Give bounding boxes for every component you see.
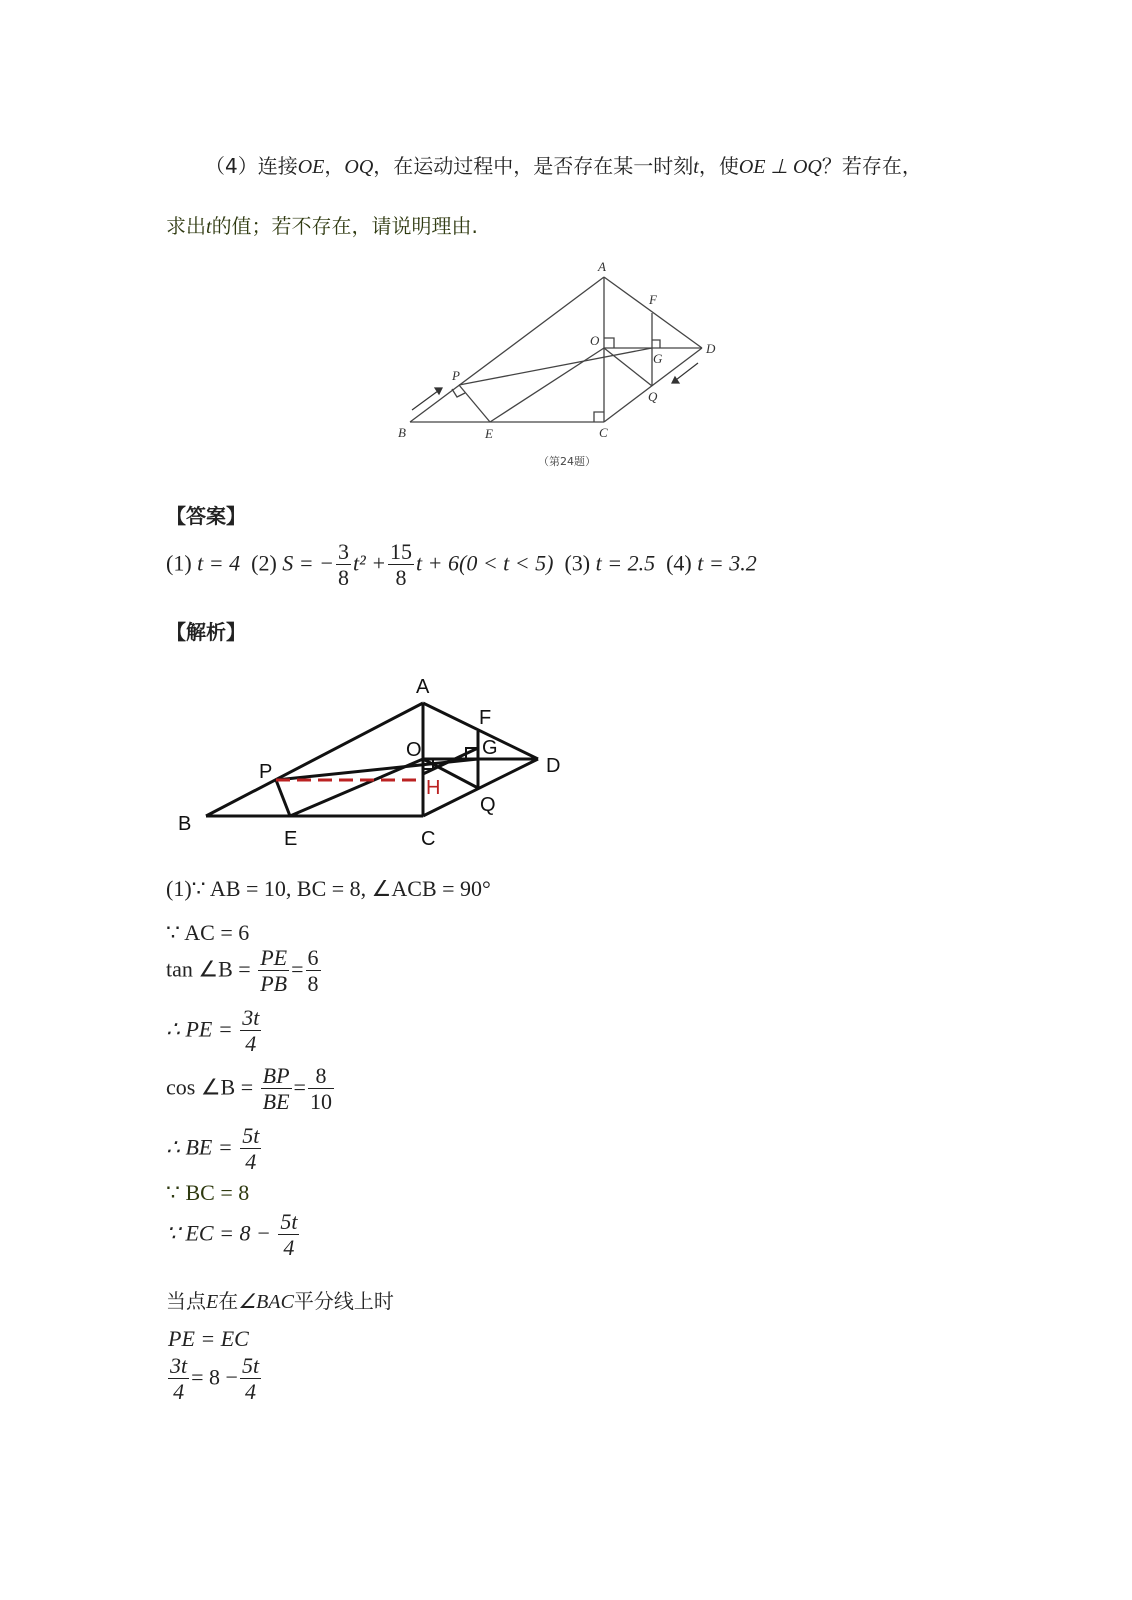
analysis-line-5: cos ∠B = $\frac{BP}{BE}$ = $\frac{8}{10}$ xyxy=(166,1063,332,1114)
fig2-label-q: Q xyxy=(480,794,496,816)
segment-oq: OQ xyxy=(344,156,374,178)
fig1-label-d: D xyxy=(706,341,716,356)
fig2-label-d: D xyxy=(546,755,561,777)
answer-3-value: t = 2.5 xyxy=(595,550,656,576)
fig2-label-p: P xyxy=(259,761,273,783)
answer-2-frac-2: $\frac{15}{8}$ xyxy=(390,539,413,590)
analysis-line-4: ∴ PE = $\frac{3t}{4}$ xyxy=(166,1005,260,1056)
answer-2-label: (2) xyxy=(251,550,277,576)
fig1-label-e: E xyxy=(485,426,493,441)
fig1-label-a: A xyxy=(598,259,606,274)
answer-4-value: t = 3.2 xyxy=(697,550,757,576)
figure-1-geometry xyxy=(390,255,730,475)
variable-t-2: t xyxy=(206,216,212,238)
answer-4-label: (4) xyxy=(666,550,692,576)
fig2-label-f: F xyxy=(479,707,492,729)
fig2-label-g: G xyxy=(482,737,498,759)
answer-2-frac-1: $\frac{3}{8}$ xyxy=(337,539,349,590)
separator: ， xyxy=(324,154,345,178)
analysis-line-7: ∵ BC = 8 xyxy=(166,1180,250,1205)
fig1-label-p: P xyxy=(452,368,460,383)
fig2-label-a: A xyxy=(416,676,430,698)
analysis-line-9: 当点E在∠BAC平分线上时 xyxy=(166,1289,394,1313)
answer-2-rest: t + 6(0 < t < 5) xyxy=(416,550,554,576)
question-line2-a: 求出 xyxy=(166,214,206,238)
answer-2-t2: t² + xyxy=(352,550,387,576)
question-line2-b: 的值；若不存在，请说明理由. xyxy=(211,214,478,238)
segment-oe: OE xyxy=(297,156,325,178)
fig1-label-o: O xyxy=(590,333,600,348)
question-line-1 xyxy=(205,150,922,179)
answer-3-label: (3) xyxy=(564,550,591,576)
answer-heading: 【答案】 xyxy=(166,504,246,528)
fig1-label-g: G xyxy=(653,351,663,366)
analysis-heading: 【解析】 xyxy=(166,620,246,644)
analysis-line-11: $\frac{3t}{4}$ = 8 − $\frac{5t}{4}$ xyxy=(170,1353,260,1404)
analysis-line-6: ∴ BE = $\frac{5t}{4}$ xyxy=(166,1123,260,1174)
answer-1-label: (1) xyxy=(166,550,192,576)
question-middle-2: ，使 xyxy=(698,154,739,178)
fig2-label-o: O xyxy=(406,739,422,761)
fig2-label-b: B xyxy=(178,813,192,835)
question-prefix: （4）连接 xyxy=(205,154,298,178)
variable-t: t xyxy=(693,156,699,178)
analysis-line-3: tan ∠B = $\frac{PE}{PB}$ = $\frac{6}{8}$ xyxy=(166,945,319,996)
fig1-label-c: C xyxy=(599,425,608,440)
question-suffix: ？若存在， xyxy=(821,154,922,178)
answer-1-value: t = 4 xyxy=(197,550,241,576)
answer-line xyxy=(166,540,757,591)
figure-2-geometry xyxy=(170,668,570,858)
analysis-line-1: (1)∵ AB = 10, BC = 8, ∠ACB = 90° xyxy=(166,876,491,901)
question-line-2 xyxy=(166,210,478,239)
answer-2-s: S = − xyxy=(282,550,334,576)
fig2-label-h: H xyxy=(426,777,441,799)
question-middle: ，在运动过程中，是否存在某一时刻 xyxy=(373,154,694,178)
analysis-line-8: ∵ EC = 8 − $\frac{5t}{4}$ xyxy=(166,1209,298,1260)
fig1-caption: （第24题） xyxy=(538,455,596,468)
analysis-line-2: ∵ AC = 6 xyxy=(166,920,250,945)
fig2-label-e: E xyxy=(284,828,298,850)
analysis-line-10: PE = EC xyxy=(168,1326,249,1351)
fig1-label-f: F xyxy=(649,292,657,307)
fig2-label-c: C xyxy=(421,828,436,850)
fig1-label-q: Q xyxy=(648,389,658,404)
perpendicular-condition: OE ⊥ OQ xyxy=(738,156,822,178)
fig1-label-b: B xyxy=(398,425,406,440)
